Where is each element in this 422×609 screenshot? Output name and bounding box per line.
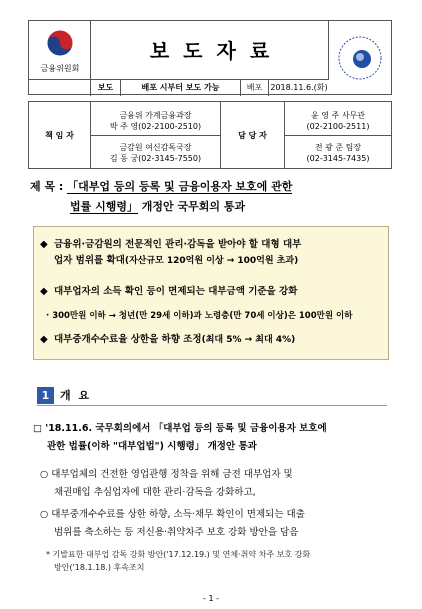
summary-bullet-1-line-1: 금융위·금감원의 전문적인 관리·감독을 받아야 할 대형 대부 [54, 239, 302, 250]
dist-label: 배포 [241, 80, 269, 96]
paragraph-3-line-2: 범위를 축소하는 등 저신용·취약차주 보호 강화 방안을 담음 [54, 527, 299, 538]
staff-line-3: 전 광 준 팀장 [314, 143, 362, 152]
title-cell [91, 21, 329, 79]
summary-bullet-3-detail: (최대 5% → 최대 4%) [201, 335, 296, 345]
paragraph-1-line-2: 관한 법률(이하 "대부업법") 시행령」 개정안 통과 [47, 441, 257, 452]
report-label: 보도 [91, 80, 121, 96]
fss-logo-cell [329, 21, 393, 96]
paragraph-1-line-1: □ '18.11.6. 국무회의에서 「대부업 등의 등록 및 금융이용자 보호에 [33, 423, 327, 434]
summary-bullet-1 [54, 237, 384, 269]
divider [91, 135, 220, 136]
footnote [46, 548, 396, 574]
staff-cell [285, 102, 391, 168]
responsible-label-cell [29, 102, 91, 168]
staff-line-2: (02-2100-2511) [306, 122, 370, 131]
fsc-emblem-icon [46, 29, 74, 57]
subject-prefix: 제 목 : [30, 180, 68, 193]
paragraph-3-line-1: ○ 대부중개수수료를 상한 하향, 소득·채무 확인이 면제되는 대출 [40, 509, 305, 520]
section-underline [37, 405, 387, 406]
dist-value: 2018.11.6.(화) [270, 83, 328, 92]
summary-bullet-1-text: 업자 범위를 확대 [54, 255, 125, 266]
responsible-line-3: 금감원 여신감독국장 [119, 143, 192, 152]
distribution-row [91, 79, 329, 96]
paragraph-1 [33, 420, 393, 456]
org-cell-bottom [29, 79, 91, 96]
footnote-line-2: 방안('18.1.18.) 후속조치 [54, 563, 145, 572]
section-title: 개 요 [60, 389, 92, 402]
paragraph-2-line-2: 채권매입 추심업자에 대한 관리·감독을 강화하고, [54, 487, 256, 498]
paragraph-3 [40, 506, 395, 542]
subject-line-1 [30, 177, 400, 197]
staff-label-cell [221, 102, 285, 168]
responsible-line-2: 박 주 영(02-2100-2510) [109, 122, 202, 131]
paragraph-2-line-1: ○ 대부업체의 건전한 영업관행 정착을 위해 금전 대부업자 및 [40, 469, 293, 480]
diamond-bullet-icon: ◆ [40, 239, 48, 250]
responsible-cell [91, 102, 221, 168]
diamond-bullet-icon: ◆ [40, 286, 48, 297]
paragraph-2 [40, 466, 395, 502]
responsible-line-4: 김 동 궁(02-3145-7550) [109, 154, 202, 163]
summary-bullet-1-detail: (자산규모 120억원 이상 → 100억원 초과) [124, 256, 299, 266]
summary-bullet-1-line-2 [54, 253, 384, 269]
summary-bullet-3 [54, 332, 384, 348]
page-number: - 1 - [203, 594, 219, 603]
report-value: 배포 시부터 보도 가능 [121, 80, 241, 96]
section-number: 1 [37, 387, 54, 404]
contacts-table [28, 101, 392, 169]
fsc-logo-cell [29, 21, 91, 79]
summary-bullet-2: 대부업자의 소득 확인 등이 면제되는 대부금액 기준을 강화 [54, 286, 298, 297]
subject-text-2: 법률 시행령」 [70, 200, 138, 213]
responsible-label: 책 임 자 [45, 131, 74, 140]
page-title: 보도자료 [149, 39, 284, 63]
staff-line-1: 윤 영 주 사무관 [311, 111, 365, 120]
summary-box [33, 226, 389, 360]
press-release-header [28, 20, 392, 95]
subject-line-2 [30, 197, 400, 217]
diamond-bullet-icon: ◆ [40, 334, 48, 345]
summary-bullet-3-text: 대부중개수수료율 상한을 하향 조정 [54, 334, 202, 345]
summary-bullet-2-sub: · 300만원 이하 → 청년(만 29세 이하)과 노령층(만 70세 이상)은 100만원 이하 [46, 311, 353, 321]
org-name: 금융위원회 [40, 64, 80, 73]
divider [285, 135, 391, 136]
responsible-line-1: 금융위 가계금융과장 [119, 111, 192, 120]
staff-line-4: (02-3145-7435) [306, 154, 370, 163]
staff-label: 담 당 자 [238, 131, 267, 140]
footnote-line-1: * 기발표한 대부업 감독 강화 방안('17.12.19.) 및 연체·취약 차주 보호 강화 [46, 550, 311, 559]
subject [30, 177, 400, 217]
fss-emblem-icon [337, 35, 383, 81]
subject-text-1: 「대부업 등의 등록 및 금융이용자 보호에 관한 [67, 180, 293, 193]
subject-text-3: 개정안 국무회의 통과 [137, 200, 246, 213]
